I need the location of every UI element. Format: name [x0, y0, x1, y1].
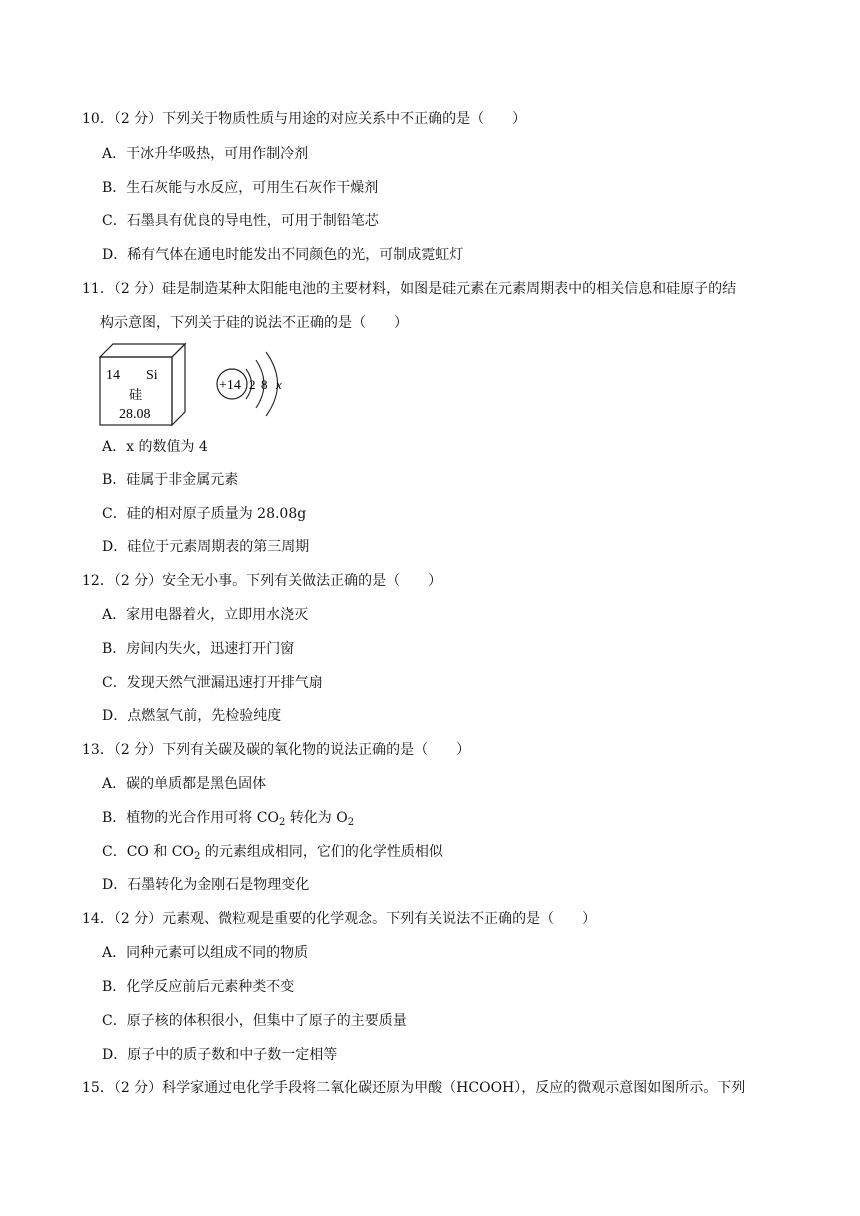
question-11-option-d: D．硅位于元素周期表的第三周期: [102, 539, 310, 555]
option-b-text-2: 转化为 O: [285, 810, 348, 826]
option-c-text-1: C．CO 和 CO: [102, 844, 194, 860]
co2-subscript: 2: [278, 817, 286, 828]
question-11-option-c: C．硅的相对原子质量为 28.08g: [102, 506, 307, 522]
shell-2-electrons: 8: [261, 377, 268, 392]
option-c-text-2: 的元素组成相同，它们的化学性质相似: [200, 844, 443, 860]
element-name: 硅: [129, 388, 143, 403]
question-12-option-c: C．发现天然气泄漏迅速打开排气扇: [102, 675, 323, 691]
nucleus-charge: +14: [219, 378, 241, 393]
question-14-option-d: D．原子中的质子数和中子数一定相等: [102, 1047, 338, 1063]
question-11-option-a: A．x 的数值为 4: [102, 439, 208, 455]
question-14-option-c: C．原子核的体积很小，但集中了原子的主要质量: [102, 1013, 407, 1029]
co2-subscript: 2: [194, 851, 201, 862]
question-10-option-a: A．干冰升华吸热，可用作制冷剂: [102, 146, 309, 162]
question-11-stem-line2: 构示意图，下列关于硅的说法不正确的是（ ）: [100, 315, 408, 331]
question-12-option-d: D．点燃氢气前，先检验纯度: [102, 708, 282, 724]
option-b-text-1: B．植物的光合作用可将 CO: [102, 810, 279, 826]
question-11-stem-line1: 11．（2 分）硅是制造某种太阳能电池的主要材料，如图是硅元素在元素周期表中的相关信息和硅原子的结: [82, 281, 737, 297]
question-12-option-a: A．家用电器着火，立即用水浇灭: [102, 607, 309, 623]
question-14-stem: 14．（2 分）元素观、微粒观是重要的化学观念。下列有关说法不正确的是（ ）: [82, 911, 597, 927]
silicon-figure: [96, 340, 296, 430]
shell-1-electrons: 2: [249, 377, 256, 392]
question-14-option-a: A．同种元素可以组成不同的物质: [102, 945, 309, 961]
question-10-option-b: B．生石灰能与水反应，可用生石灰作干燥剂: [102, 180, 379, 196]
element-symbol: Si: [146, 368, 158, 383]
shell-3-electrons: x: [276, 377, 282, 392]
question-13-stem: 13．（2 分）下列有关碳及碳的氧化物的说法正确的是（ ）: [82, 742, 471, 758]
question-10-stem: 10．（2 分）下列关于物质性质与用途的对应关系中不正确的是（ ）: [82, 111, 527, 127]
question-13-option-a: A．碳的单质都是黑色固体: [102, 776, 267, 792]
question-13-option-c: [102, 842, 443, 862]
atomic-mass: 28.08: [119, 407, 151, 422]
question-12-option-b: B．房间内失火，迅速打开门窗: [102, 641, 295, 657]
question-14-option-b: B．化学反应前后元素种类不变: [102, 979, 295, 995]
question-13-option-b: [102, 808, 354, 828]
question-12-stem: 12．（2 分）安全无小事。下列有关做法正确的是（ ）: [82, 573, 443, 589]
question-10-option-c: C．石墨具有优良的导电性，可用于制铅笔芯: [102, 213, 379, 229]
question-10-option-d: D．稀有气体在通电时能发出不同颜色的光，可制成霓虹灯: [102, 247, 464, 263]
silicon-element-diagram: [96, 340, 296, 430]
atomic-number: 14: [106, 368, 120, 383]
question-15-stem: 15．（2 分）科学家通过电化学手段将二氧化碳还原为甲酸（HCOOH），反应的微观示意图如图所示。下列: [82, 1080, 746, 1096]
o2-subscript: 2: [347, 817, 355, 828]
question-11-option-b: B．硅属于非金属元素: [102, 472, 239, 488]
question-13-option-d: D．石墨转化为金刚石是物理变化: [102, 877, 310, 893]
